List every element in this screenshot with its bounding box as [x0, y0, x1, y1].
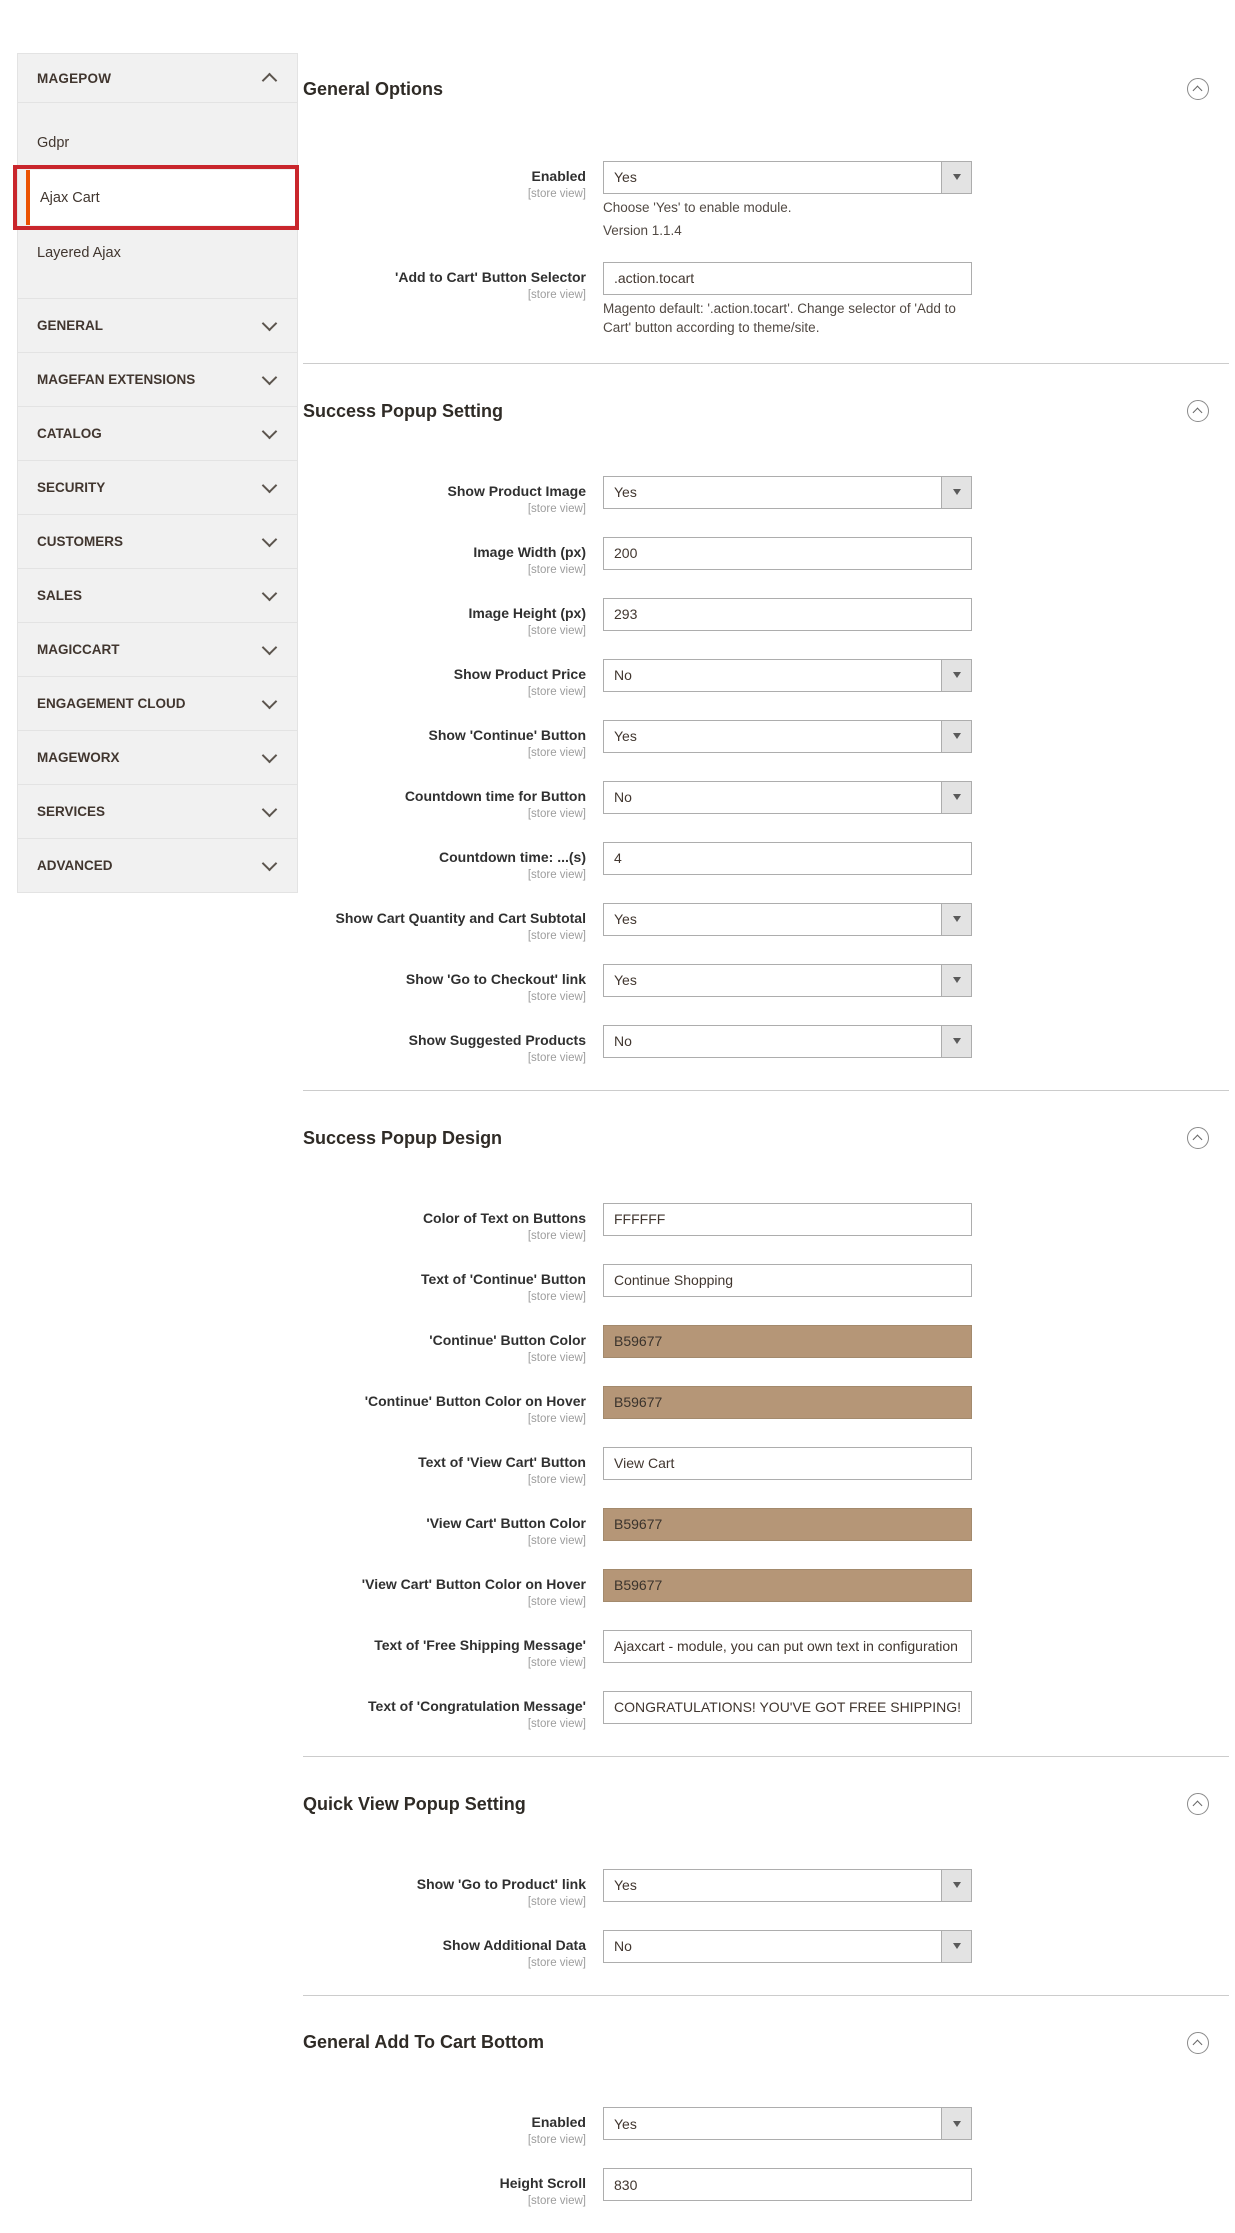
field-input-column	[603, 1325, 972, 1364]
chevron-down-icon	[262, 640, 278, 656]
field-label: Image Height (px)	[303, 605, 586, 622]
field-label-column	[303, 1508, 603, 1547]
field-text-of-view-cart-button	[303, 1447, 1229, 1486]
field-label: Show Cart Quantity and Cart Subtotal	[303, 910, 586, 927]
store-view-scope: [store view]	[303, 930, 586, 942]
select-value: Yes	[604, 484, 941, 500]
field-show-suggested-products	[303, 1025, 1229, 1064]
store-view-scope: [store view]	[303, 2195, 586, 2207]
field-show-product-price	[303, 659, 1229, 698]
config-nav-sidebar	[17, 53, 298, 893]
chevron-down-icon	[262, 586, 278, 602]
select-dropdown-arrow-icon[interactable]	[941, 904, 971, 935]
sidebar-group-customers[interactable]	[18, 514, 297, 568]
field-comment: Choose 'Yes' to enable module.	[603, 198, 972, 217]
sidebar-group-label: MAGEWORX	[37, 750, 120, 765]
sidebar-group-label: MAGICCART	[37, 642, 120, 657]
store-view-scope: [store view]	[303, 686, 586, 698]
section-title: Success Popup Setting	[303, 401, 503, 422]
field-label: Enabled	[303, 168, 586, 185]
select-dropdown-arrow-icon[interactable]	[941, 660, 971, 691]
select-value: No	[604, 1033, 941, 1049]
text-field[interactable]	[603, 2168, 972, 2201]
sidebar-subitem-label: Gdpr	[37, 135, 69, 151]
field-enabled	[303, 2107, 1229, 2146]
sidebar-group-general[interactable]	[18, 298, 297, 352]
field-text-of-congratulation-message	[303, 1691, 1229, 1730]
select-value: Yes	[604, 2116, 941, 2132]
section-fields	[303, 476, 1229, 1090]
section-collapse-icon[interactable]	[1187, 78, 1209, 100]
sidebar-item-ajax-cart[interactable]	[26, 170, 297, 225]
sidebar-group-label: ENGAGEMENT CLOUD	[37, 696, 186, 711]
field-color-of-text-on-buttons	[303, 1203, 1229, 1242]
select-dropdown-arrow-icon[interactable]	[941, 1026, 971, 1057]
store-view-scope: [store view]	[303, 564, 586, 576]
store-view-scope: [store view]	[303, 1535, 586, 1547]
field-input-column	[603, 598, 972, 637]
sidebar-item-layered-ajax[interactable]	[18, 225, 297, 280]
field-enabled	[303, 161, 1229, 240]
field-label-column	[303, 598, 603, 637]
field-label: Text of 'Continue' Button	[303, 1271, 586, 1288]
select-value: Yes	[604, 728, 941, 744]
chevron-down-icon	[262, 478, 278, 494]
chevron-up-icon	[262, 72, 278, 88]
field-show-product-image	[303, 476, 1229, 515]
section-title: Quick View Popup Setting	[303, 1794, 526, 1815]
section-general-options	[303, 0, 1229, 363]
text-field[interactable]	[603, 1447, 972, 1480]
sidebar-group-label: SALES	[37, 588, 82, 603]
magepow-subnav	[18, 103, 297, 298]
field-text-of-continue-button	[303, 1264, 1229, 1303]
chevron-down-icon	[262, 802, 278, 818]
select-field[interactable]	[603, 903, 972, 936]
field-view-cart-button-color-on-hover	[303, 1569, 1229, 1608]
field-input-column	[603, 1691, 972, 1730]
field-label-column	[303, 1025, 603, 1064]
field-input-column	[603, 903, 972, 942]
select-value: Yes	[604, 169, 941, 185]
field-label-column	[303, 781, 603, 820]
store-view-scope: [store view]	[303, 2134, 586, 2146]
field-label-column	[303, 1325, 603, 1364]
field-input-column	[603, 1930, 972, 1969]
store-view-scope: [store view]	[303, 1474, 586, 1486]
select-dropdown-arrow-icon[interactable]	[941, 965, 971, 996]
sidebar-group-services[interactable]	[18, 784, 297, 838]
field-input-column	[603, 161, 972, 240]
store-view-scope: [store view]	[303, 1413, 586, 1425]
field-input-column	[603, 1569, 972, 1608]
field-label-column	[303, 1386, 603, 1425]
field-label: Color of Text on Buttons	[303, 1210, 586, 1227]
store-view-scope: [store view]	[303, 991, 586, 1003]
section-title: General Options	[303, 79, 443, 100]
sidebar-groups	[18, 298, 297, 892]
select-dropdown-arrow-icon[interactable]	[941, 1870, 971, 1901]
select-value: Yes	[604, 911, 941, 927]
field-input-column	[603, 2107, 972, 2146]
field-label: Height Scroll	[303, 2175, 586, 2192]
field-show-go-to-product-link	[303, 1869, 1229, 1908]
select-value: No	[604, 667, 941, 683]
select-dropdown-arrow-icon[interactable]	[941, 782, 971, 813]
store-view-scope: [store view]	[303, 869, 586, 881]
field-show-cart-quantity-and-cart-subtotal	[303, 903, 1229, 942]
section-fields	[303, 1203, 1229, 1756]
field-label-column	[303, 2168, 603, 2207]
select-dropdown-arrow-icon[interactable]	[941, 477, 971, 508]
field-label-column	[303, 842, 603, 881]
sidebar-group-label: ADVANCED	[37, 858, 113, 873]
field-text-of-free-shipping-message	[303, 1630, 1229, 1669]
select-dropdown-arrow-icon[interactable]	[941, 162, 971, 193]
config-sections	[303, 0, 1229, 2233]
field-add-to-cart-button-selector	[303, 262, 1229, 337]
store-view-scope: [store view]	[303, 1896, 586, 1908]
chevron-down-icon	[262, 424, 278, 440]
text-field[interactable]	[603, 1691, 972, 1724]
section-quick-view-popup-setting	[303, 1756, 1229, 1995]
field-label-column	[303, 964, 603, 1003]
sidebar-group-catalog[interactable]	[18, 406, 297, 460]
select-field[interactable]	[603, 476, 972, 509]
store-view-scope: [store view]	[303, 503, 586, 515]
section-fields	[303, 161, 1229, 363]
chevron-down-icon	[262, 856, 278, 872]
chevron-down-icon	[262, 748, 278, 764]
field-label: Show Product Image	[303, 483, 586, 500]
field-label-column	[303, 2107, 603, 2146]
field-input-column	[603, 1264, 972, 1303]
field-label-column	[303, 1691, 603, 1730]
color-field[interactable]	[603, 1569, 972, 1602]
section-title: Success Popup Design	[303, 1128, 502, 1149]
field-label: 'Continue' Button Color on Hover	[303, 1393, 586, 1410]
sidebar-group-magepow[interactable]	[18, 54, 297, 103]
field-input-column	[603, 842, 972, 881]
field-input-column	[603, 1869, 972, 1908]
select-field[interactable]	[603, 720, 972, 753]
field-input-column	[603, 1386, 972, 1425]
text-field[interactable]	[603, 1264, 972, 1297]
field-image-height-px	[303, 598, 1229, 637]
chevron-down-icon	[262, 532, 278, 548]
text-field[interactable]	[603, 262, 972, 295]
text-field[interactable]	[603, 598, 972, 631]
section-title: General Add To Cart Bottom	[303, 2032, 544, 2053]
field-label-column	[303, 720, 603, 759]
field-label-column	[303, 659, 603, 698]
text-field[interactable]	[603, 842, 972, 875]
store-view-scope: [store view]	[303, 1352, 586, 1364]
field-label: Show 'Go to Checkout' link	[303, 971, 586, 988]
field-label: Show 'Go to Product' link	[303, 1876, 586, 1893]
select-field[interactable]	[603, 964, 972, 997]
select-dropdown-arrow-icon[interactable]	[941, 1931, 971, 1962]
field-label-column	[303, 1930, 603, 1969]
store-view-scope: [store view]	[303, 1957, 586, 1969]
field-show-go-to-checkout-link	[303, 964, 1229, 1003]
field-label: Text of 'View Cart' Button	[303, 1454, 586, 1471]
sidebar-group-label: MAGEPOW	[37, 71, 111, 86]
field-label-column	[303, 1630, 603, 1669]
field-label: Countdown time: ...(s)	[303, 849, 586, 866]
store-view-scope: [store view]	[303, 1052, 586, 1064]
store-view-scope: [store view]	[303, 1230, 586, 1242]
store-view-scope: [store view]	[303, 1596, 586, 1608]
section-fields	[303, 2107, 1229, 2233]
section-collapse-icon[interactable]	[1187, 1793, 1209, 1815]
sidebar-subitem-label: Layered Ajax	[37, 245, 121, 261]
sidebar-group-label: SERVICES	[37, 804, 105, 819]
field-label-column	[303, 1264, 603, 1303]
text-field[interactable]	[603, 1630, 972, 1663]
field-countdown-time-for-button	[303, 781, 1229, 820]
sidebar-group-label: CATALOG	[37, 426, 102, 441]
field-continue-button-color-on-hover	[303, 1386, 1229, 1425]
select-dropdown-arrow-icon[interactable]	[941, 2108, 971, 2139]
sidebar-group-label: CUSTOMERS	[37, 534, 123, 549]
select-field[interactable]	[603, 659, 972, 692]
section-success-popup-design	[303, 1090, 1229, 1756]
field-label: Show Suggested Products	[303, 1032, 586, 1049]
field-label: Show Additional Data	[303, 1937, 586, 1954]
field-input-column	[603, 1025, 972, 1064]
sidebar-subitem-label: Ajax Cart	[40, 190, 100, 206]
field-label-column	[303, 476, 603, 515]
sidebar-group-security[interactable]	[18, 460, 297, 514]
select-value: No	[604, 1938, 941, 1954]
sidebar-group-magefan-extensions[interactable]	[18, 352, 297, 406]
field-countdown-time-s	[303, 842, 1229, 881]
field-label: Countdown time for Button	[303, 788, 586, 805]
field-continue-button-color	[303, 1325, 1229, 1364]
field-label: 'View Cart' Button Color on Hover	[303, 1576, 586, 1593]
select-field[interactable]	[603, 2107, 972, 2140]
field-view-cart-button-color	[303, 1508, 1229, 1547]
store-view-scope: [store view]	[303, 747, 586, 759]
section-success-popup-setting	[303, 363, 1229, 1090]
field-label: 'View Cart' Button Color	[303, 1515, 586, 1532]
field-show-continue-button	[303, 720, 1229, 759]
sidebar-group-engagement-cloud[interactable]	[18, 676, 297, 730]
sidebar-group-sales[interactable]	[18, 568, 297, 622]
select-value: Yes	[604, 1877, 941, 1893]
select-field[interactable]	[603, 1869, 972, 1902]
field-input-column	[603, 1630, 972, 1669]
field-label: 'Add to Cart' Button Selector	[303, 269, 586, 286]
section-general-add-to-cart-bottom	[303, 1995, 1229, 2233]
sidebar-item-gdpr[interactable]	[18, 115, 297, 170]
sidebar-group-label: SECURITY	[37, 480, 105, 495]
sidebar-group-advanced[interactable]	[18, 838, 297, 892]
field-label-column	[303, 262, 603, 337]
field-label-column	[303, 537, 603, 576]
field-label: Show Product Price	[303, 666, 586, 683]
select-field[interactable]	[603, 161, 972, 194]
field-input-column	[603, 2168, 972, 2207]
field-label: Text of 'Congratulation Message'	[303, 1698, 586, 1715]
field-comment: Version 1.1.4	[603, 221, 972, 240]
field-input-column	[603, 537, 972, 576]
section-collapse-icon[interactable]	[1187, 2032, 1209, 2054]
store-view-scope: [store view]	[303, 289, 586, 301]
field-height-scroll	[303, 2168, 1229, 2207]
section-fields	[303, 1869, 1229, 1995]
sidebar-group-magiccart[interactable]	[18, 622, 297, 676]
chevron-down-icon	[262, 316, 278, 332]
chevron-down-icon	[262, 694, 278, 710]
color-field[interactable]	[603, 1325, 972, 1358]
field-label-column	[303, 161, 603, 240]
store-view-scope: [store view]	[303, 808, 586, 820]
select-field[interactable]	[603, 781, 972, 814]
field-input-column	[603, 262, 972, 337]
field-label: 'Continue' Button Color	[303, 1332, 586, 1349]
text-field[interactable]	[603, 537, 972, 570]
field-input-column	[603, 1447, 972, 1486]
sidebar-group-mageworx[interactable]	[18, 730, 297, 784]
field-input-column	[603, 964, 972, 1003]
field-label: Enabled	[303, 2114, 586, 2131]
select-dropdown-arrow-icon[interactable]	[941, 721, 971, 752]
select-field[interactable]	[603, 1930, 972, 1963]
field-label-column	[303, 903, 603, 942]
field-input-column	[603, 1203, 972, 1242]
field-label-column	[303, 1447, 603, 1486]
field-input-column	[603, 781, 972, 820]
field-input-column	[603, 1508, 972, 1547]
field-label: Show 'Continue' Button	[303, 727, 586, 744]
sidebar-group-label: GENERAL	[37, 318, 103, 333]
section-collapse-icon[interactable]	[1187, 400, 1209, 422]
select-field[interactable]	[603, 1025, 972, 1058]
field-label-column	[303, 1569, 603, 1608]
field-label-column	[303, 1869, 603, 1908]
field-image-width-px	[303, 537, 1229, 576]
field-label: Text of 'Free Shipping Message'	[303, 1637, 586, 1654]
store-view-scope: [store view]	[303, 625, 586, 637]
text-field[interactable]	[603, 1203, 972, 1236]
section-collapse-icon[interactable]	[1187, 1127, 1209, 1149]
sidebar-group-label: MAGEFAN EXTENSIONS	[37, 372, 195, 387]
select-value: No	[604, 789, 941, 805]
field-input-column	[603, 476, 972, 515]
field-input-column	[603, 720, 972, 759]
field-comment: Magento default: '.action.tocart'. Change selector of 'Add to Cart' button according to theme/site.	[603, 299, 972, 337]
store-view-scope: [store view]	[303, 1718, 586, 1730]
store-view-scope: [store view]	[303, 188, 586, 200]
store-view-scope: [store view]	[303, 1291, 586, 1303]
store-view-scope: [store view]	[303, 1657, 586, 1669]
field-label: Image Width (px)	[303, 544, 586, 561]
select-value: Yes	[604, 972, 941, 988]
field-label-column	[303, 1203, 603, 1242]
field-input-column	[603, 659, 972, 698]
field-show-additional-data	[303, 1930, 1229, 1969]
color-field[interactable]	[603, 1508, 972, 1541]
color-field[interactable]	[603, 1386, 972, 1419]
chevron-down-icon	[262, 370, 278, 386]
